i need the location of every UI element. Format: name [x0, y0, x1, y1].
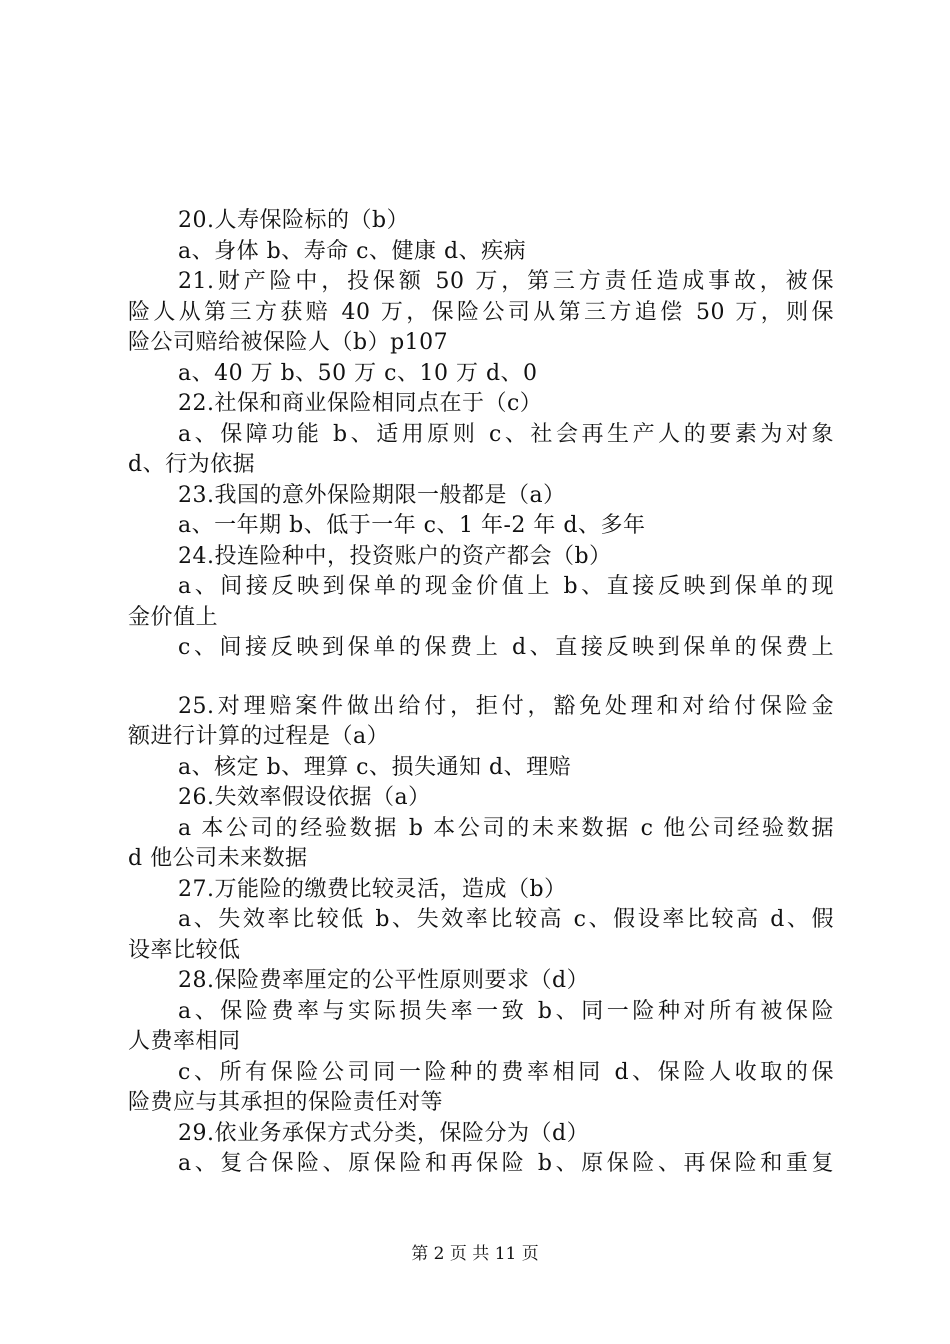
text-line: 险人从第三方获赔 40 万，保险公司从第三方追偿 50 万，则保 — [128, 299, 834, 325]
text-line: 20.人寿保险标的（b） — [178, 208, 410, 233]
text-line: 金价值上 — [128, 604, 219, 630]
text-line: a 本公司的经验数据 b 本公司的未来数据 c 他公司经验数据 — [178, 815, 834, 841]
text-line: 28.保险费率厘定的公平性原则要求（d） — [178, 968, 590, 993]
text-line: 24.投连险种中，投资账户的资产都会（b） — [178, 543, 612, 569]
text-line: a、核定 b、理算 c、损失通知 d、理赔 — [178, 754, 572, 780]
text-line: a、40 万 b、50 万 c、10 万 d、0 — [178, 360, 538, 386]
text-line: a、身体 b、寿命 c、健康 d、疾病 — [178, 238, 527, 264]
text-line: c、间接反映到保单的保费上 d、直接反映到保单的保费上 — [178, 635, 834, 660]
text-line: 22.社保和商业保险相同点在于（c） — [178, 391, 543, 416]
document-body — [128, 206, 834, 1180]
text-line: 26.失效率假设依据（a） — [178, 785, 431, 810]
text-line: a、保险费率与实际损失率一致 b、同一险种对所有被保险 — [178, 998, 834, 1024]
text-line: 27.万能险的缴费比较灵活，造成（b） — [178, 876, 567, 902]
text-line: 人费率相同 — [128, 1029, 241, 1054]
text-line: 25.对理赔案件做出给付，拒付，豁免处理和对给付保险金 — [178, 693, 834, 719]
text-line: a、失效率比较低 b、失效率比较高 c、假设率比较高 d、假 — [178, 907, 834, 932]
text-line: 29.依业务承保方式分类，保险分为（d） — [178, 1120, 590, 1146]
text-line: 设率比较低 — [128, 937, 241, 963]
page-footer: 第 2 页 共 11 页 — [411, 1244, 539, 1264]
text-line: 险公司赔给被保险人（b）p107 — [128, 330, 449, 355]
text-line: a、间接反映到保单的现金价值上 b、直接反映到保单的现 — [178, 574, 834, 599]
text-line: c、所有保险公司同一险种的费率相同 d、保险人收取的保 — [178, 1059, 834, 1085]
blank-line — [128, 664, 834, 692]
text-line: a、一年期 b、低于一年 c、1 年-2 年 d、多年 — [178, 513, 646, 538]
text-line: 23.我国的意外保险期限一般都是（a） — [178, 482, 566, 508]
text-line: 额进行计算的过程是（a） — [128, 724, 390, 749]
text-line: d 他公司未来数据 — [128, 846, 308, 871]
text-line: 险费应与其承担的保险责任对等 — [128, 1090, 444, 1115]
text-line: a、复合保险、原保险和再保险 b、原保险、再保险和重复 — [178, 1151, 834, 1176]
text-line: d、行为依据 — [128, 452, 256, 477]
text-line: 21.财产险中，投保额 50 万，第三方责任造成事故，被保 — [178, 269, 834, 294]
text-line: a、保障功能 b、适用原则 c、社会再生产人的要素为对象 — [178, 421, 834, 447]
